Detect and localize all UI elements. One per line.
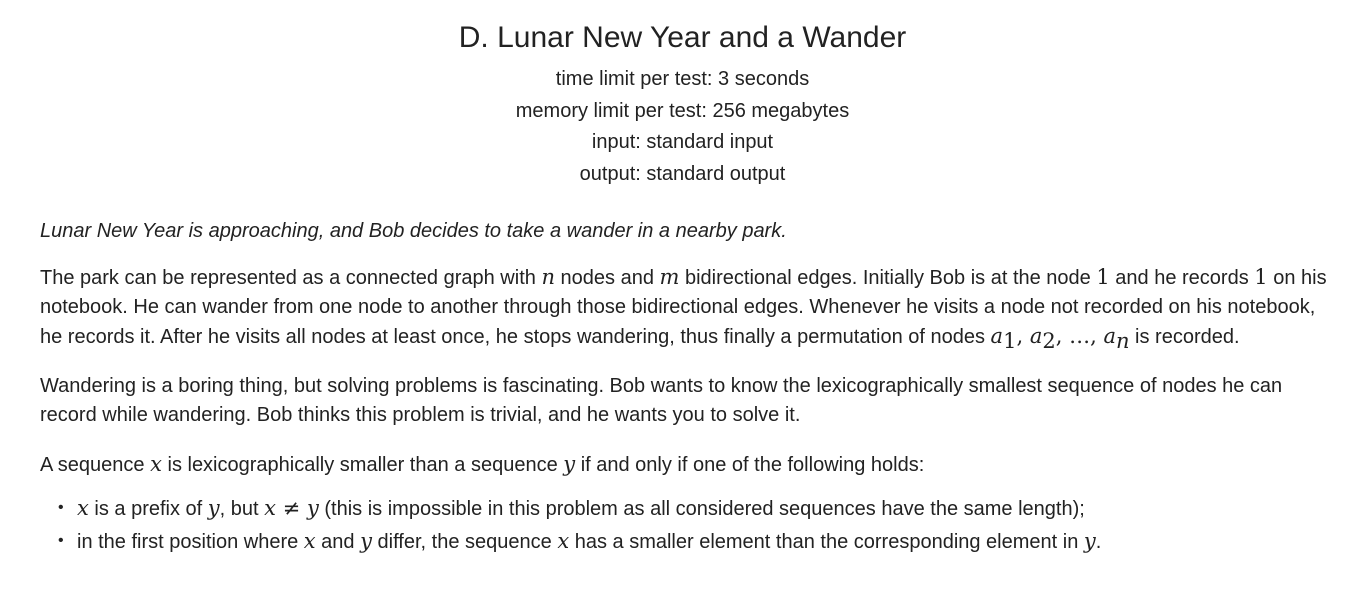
problem-title: D. Lunar New Year and a Wander — [458, 21, 907, 54]
text: in the first position where — [77, 531, 304, 553]
text: and — [315, 531, 361, 553]
math-sub: 2 — [1042, 329, 1056, 353]
math-x: x — [303, 529, 316, 553]
text: differ, the sequence — [371, 531, 558, 553]
legend-paragraph: Lunar New Year is approaching, and Bob decides to take a wander in a nearby park. — [40, 220, 787, 242]
math-one: 1 — [1096, 265, 1110, 289]
math-x: x — [77, 496, 89, 520]
math-one: 1 — [1254, 265, 1268, 289]
math-sub: 1 — [1003, 329, 1017, 353]
text: (this is impossible in this problem as all considered sequences have the same length); — [318, 498, 1085, 520]
text: if and only if one of the following holds: — [575, 454, 925, 476]
text: has a smaller element than the corresponding element in — [569, 531, 1084, 553]
text: A sequence — [40, 454, 151, 476]
conditions-list — [40, 492, 1337, 558]
math-dots: … — [1069, 324, 1091, 348]
text: . — [1095, 531, 1102, 553]
math-y: y — [1083, 529, 1096, 553]
problem-header — [0, 18, 1365, 190]
math-n: n — [541, 265, 555, 289]
list-item — [58, 492, 1337, 525]
math-x: x — [264, 496, 276, 520]
math-permutation: $a_1$, $a_2$, …, $a_n$ — [990, 324, 1130, 353]
text: is lexicographically smaller than a sequence — [161, 454, 564, 476]
math-y: y — [207, 496, 220, 520]
math-neq: ≠ — [282, 496, 301, 520]
lex-definition-paragraph — [40, 450, 1337, 480]
text: bidirectional edges. Initially Bob is at the node — [679, 267, 1097, 289]
math-y: y — [563, 452, 576, 476]
list-item — [58, 525, 1337, 558]
math-a: a — [1029, 324, 1043, 348]
bullet-icon: • — [58, 499, 64, 516]
memory-limit: memory limit per test: 256 megabytes — [515, 99, 850, 122]
time-limit: time limit per test: 3 seconds — [555, 68, 810, 90]
text: The park can be represented as a connected graph with — [40, 267, 542, 289]
text: is recorded. — [1129, 326, 1240, 348]
math-a: a — [1103, 324, 1116, 348]
problem-statement — [40, 217, 1337, 558]
text: on his notebook. He can wander from one node to another through those bidirectional edges. Whenever he visits a node not recorded on his notebook, he records it. After he visits all nodes at least once, he stops wandering, thus finally a permutation of nodes — [40, 267, 1327, 348]
text: nodes and — [554, 267, 660, 289]
output-spec: output: standard output — [579, 162, 786, 185]
math-y: y — [306, 496, 319, 520]
math-sub: n — [1115, 329, 1130, 353]
math-y: y — [360, 529, 372, 553]
math-x: x — [557, 529, 570, 553]
text: and he records — [1109, 267, 1255, 289]
math-a: a — [990, 324, 1004, 348]
math-m: m — [659, 265, 680, 289]
task-paragraph: Wandering is a boring thing, but solving problems is fascinating. Bob wants to know the lexicographically smallest sequence of nodes he can record while wandering. Bob thinks this problem is trivial, and he wants you to solve it. — [40, 375, 1283, 426]
math-x: x — [150, 452, 162, 476]
graph-paragraph — [40, 263, 1337, 352]
text: is a prefix of — [88, 498, 208, 520]
input-spec: input: standard input — [591, 131, 774, 153]
bullet-icon: • — [58, 532, 64, 549]
text: , but — [219, 498, 265, 520]
